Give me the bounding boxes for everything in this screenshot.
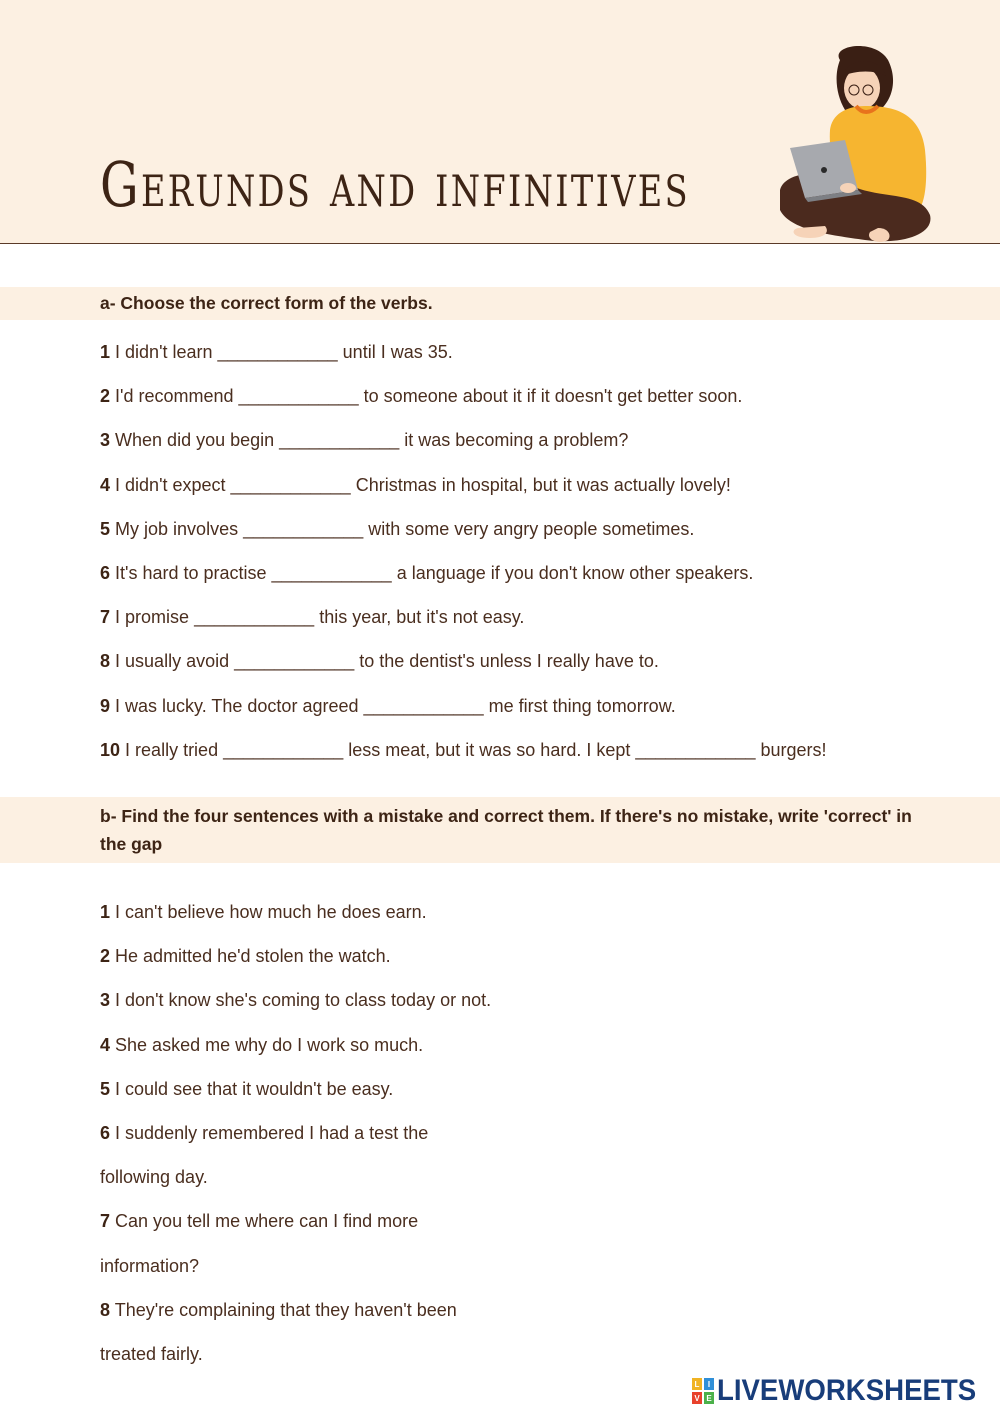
- exercise-b-line: [100, 1077, 393, 1101]
- logo-letter: L: [694, 1380, 700, 1389]
- item-number: 3: [100, 430, 111, 451]
- item-text: me first thing tomorrow.: [483, 695, 676, 716]
- item-text: I really tried: [125, 739, 224, 760]
- section-b-heading: b- Find the four sentences with a mistake and correct them. If there's no mistake, write 'correct' in the gap: [100, 806, 912, 854]
- item-text: I can't believe how much he does earn.: [115, 902, 427, 922]
- item-text: information?: [100, 1255, 200, 1276]
- item-text: to someone about it if it doesn't get better soon.: [358, 386, 743, 407]
- section-a-heading: a- Choose the correct form of the verbs.: [100, 293, 433, 313]
- item-number: 3: [100, 990, 111, 1011]
- answer-gap[interactable]: ____________: [230, 474, 351, 495]
- logo-letter: I: [707, 1380, 711, 1389]
- item-text: until I was 35.: [337, 342, 453, 362]
- exercise-b-line: [100, 1342, 203, 1366]
- exercise-b-line: [100, 988, 491, 1012]
- item-text: I'd recommend: [115, 386, 239, 407]
- girl-with-laptop-illustration: [770, 40, 940, 250]
- item-text: less meat, but it was so hard. I kept: [343, 739, 636, 760]
- exercise-b-line: [100, 944, 391, 968]
- item-number: 2: [100, 946, 111, 967]
- item-number: 2: [100, 386, 111, 407]
- item-number: 7: [100, 607, 111, 628]
- item-text: My job involves: [115, 518, 244, 539]
- exercise-a-item: [100, 694, 676, 718]
- answer-gap[interactable]: ____________: [363, 695, 484, 716]
- item-number: 1: [100, 902, 111, 922]
- answer-gap[interactable]: ____________: [223, 739, 344, 760]
- item-number: 1: [100, 342, 111, 362]
- item-text: I usually avoid: [115, 651, 235, 672]
- item-text: They're complaining that they haven't been: [114, 1299, 457, 1320]
- logo-letter: E: [706, 1394, 712, 1403]
- answer-gap[interactable]: ____________: [234, 651, 355, 672]
- liveworksheets-footer[interactable]: [692, 1376, 999, 1406]
- item-number: 5: [100, 1078, 111, 1099]
- item-text: I suddenly remembered I had a test the: [115, 1123, 429, 1143]
- item-text: It's hard to practise: [115, 563, 272, 583]
- exercise-b-line: [100, 1298, 457, 1322]
- item-number: 4: [100, 474, 111, 495]
- item-text: I could see that it wouldn't be easy.: [115, 1078, 394, 1099]
- item-number: 8: [100, 1299, 111, 1320]
- exercise-a-item: [100, 738, 827, 762]
- item-text: treated fairly.: [100, 1344, 203, 1364]
- item-number: 9: [100, 695, 111, 716]
- liveworksheets-logo-icon: [692, 1378, 714, 1404]
- item-number: 8: [100, 651, 111, 672]
- exercise-a-item: [100, 649, 659, 673]
- item-text: Can you tell me where can I find more: [115, 1211, 419, 1232]
- page-title: Gerunds and infinitives: [100, 148, 690, 221]
- item-text: I was lucky. The doctor agreed: [115, 695, 364, 716]
- item-text: I didn't expect: [115, 474, 231, 495]
- item-number: 6: [100, 1123, 111, 1143]
- header-banner: [0, 0, 1000, 244]
- exercise-b-line: [100, 1165, 208, 1189]
- item-text: with some very angry people sometimes.: [363, 518, 695, 539]
- exercise-a-item: [100, 473, 731, 497]
- exercise-b-line: [100, 1254, 199, 1278]
- item-text: to the dentist's unless I really have to.: [354, 651, 659, 672]
- exercise-a-item: [100, 428, 628, 452]
- answer-gap[interactable]: ____________: [238, 386, 359, 407]
- answer-gap[interactable]: ____________: [279, 430, 400, 451]
- exercise-a-item: [100, 384, 742, 408]
- item-text: When did you begin: [115, 430, 280, 451]
- item-number: 10: [100, 739, 121, 760]
- item-text: He admitted he'd stolen the watch.: [115, 946, 391, 967]
- item-text: I didn't learn: [115, 342, 218, 362]
- exercise-b-line: [100, 1209, 418, 1233]
- answer-gap[interactable]: ____________: [194, 607, 315, 628]
- exercise-b-line: [100, 1033, 423, 1057]
- exercise-a-item: [100, 517, 694, 541]
- logo-letter: V: [694, 1394, 700, 1403]
- item-text: burgers!: [755, 739, 827, 760]
- item-number: 4: [100, 1034, 111, 1055]
- item-text: I promise: [115, 607, 195, 628]
- brand-name: LIVEWORKSHEETS: [717, 1374, 977, 1407]
- item-text: She asked me why do I work so much.: [115, 1034, 424, 1055]
- item-text: a language if you don't know other speakers.: [391, 563, 754, 583]
- item-text: I don't know she's coming to class today or not.: [115, 990, 492, 1011]
- answer-gap[interactable]: ____________: [635, 739, 756, 760]
- item-text: Christmas in hospital, but it was actually lovely!: [350, 474, 731, 495]
- exercise-b-line: [100, 900, 427, 924]
- item-number: 6: [100, 563, 111, 583]
- exercise-a-item: [100, 561, 753, 585]
- exercise-b-line: [100, 1121, 428, 1145]
- exercise-a-item: [100, 605, 524, 629]
- answer-gap[interactable]: ____________: [217, 342, 338, 362]
- item-number: 5: [100, 518, 111, 539]
- item-text: this year, but it's not easy.: [314, 607, 525, 628]
- exercise-a-item: [100, 340, 453, 364]
- item-text: following day.: [100, 1167, 208, 1188]
- item-number: 7: [100, 1211, 111, 1232]
- answer-gap[interactable]: ____________: [243, 518, 364, 539]
- item-text: it was becoming a problem?: [399, 430, 629, 451]
- answer-gap[interactable]: ____________: [271, 563, 392, 583]
